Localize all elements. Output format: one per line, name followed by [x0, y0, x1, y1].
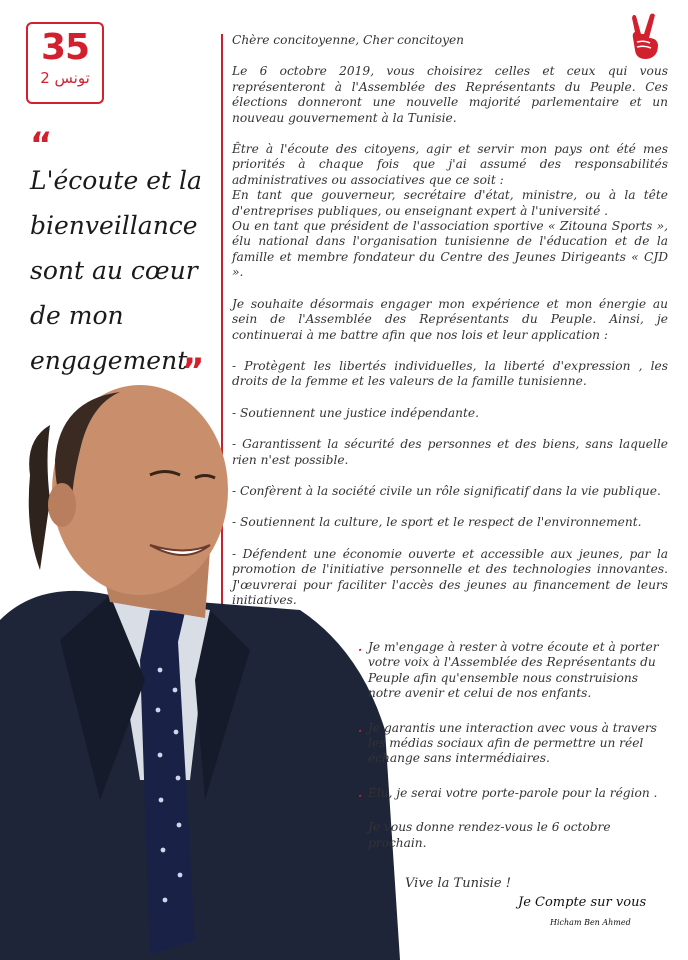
quote-line: sont au cœur	[30, 256, 198, 285]
engagement-item	[358, 785, 668, 801]
engagements	[358, 640, 668, 870]
bullet-dot-icon: .	[358, 720, 363, 735]
paragraph: Je souhaite désormais engager mon expérience et mon énergie au sein de l'Assemblée des Représentants du Peuple. Ainsi, je continuerai à me battre afin que nos lois et leur application :	[232, 296, 668, 342]
open-quote-icon: “	[30, 125, 53, 165]
signature: Je Compte sur vous	[518, 895, 647, 910]
candidate-portrait	[0, 380, 400, 960]
commitment-item: - Soutiennent une justice indépendante.	[232, 405, 479, 420]
bullet-dot-icon: .	[358, 640, 363, 654]
list-number: 35	[40, 27, 90, 68]
engagement-item	[358, 720, 668, 767]
commitment-item: - Défendent une économie ouverte et accessible aux jeunes, par la promotion de l'initiative personnelle et des technologies innovantes. J'œuvrerai pour faciliter l'accès des jeunes au financement de leurs initiatives.	[232, 546, 668, 607]
close-quote-icon: ”	[182, 351, 205, 391]
bullet-item: En tant que gouverneur, secrétaire d'état, ministre, ou à la tête d'entreprises publiques, ou enseignant expert à l'université .	[232, 188, 668, 218]
engagement-text: Élu, je serai votre porte-parole pour la région .	[368, 785, 658, 800]
signature-name: Hicham Ben Ahmed	[550, 918, 631, 927]
commitment-item: - Confèrent à la société civile un rôle significatif dans la vie publique.	[232, 483, 661, 498]
engagement-text: Je m'engage à rester à votre écoute et à porter votre voix à l'Assemblée des Représentants du Peuple afin qu'ensemble nous construisions notre avenir et celui de nos enfants.	[368, 640, 659, 701]
commitment-item: - Soutiennent la culture, le sport et le respect de l'environnement.	[232, 515, 642, 530]
quote-line: L'écoute et la	[30, 166, 202, 195]
paragraph: Être à l'écoute des citoyens, agir et servir mon pays ont été mes priorités à chaque fois que j'ai assumé des responsabilités administratives ou associatives que ce soit :	[232, 142, 668, 187]
quote-line: bienveillance	[30, 211, 198, 240]
commitment-item: - Protègent les libertés individuelles, la liberté d'expression , les droits de la femme et les valeurs de la famille tunisienne.	[232, 358, 668, 389]
bullet-dot-icon: .	[358, 785, 363, 800]
engagement-item	[358, 640, 668, 702]
quote-line: engagement	[30, 346, 188, 375]
closing-line: Vive la Tunisie !	[405, 876, 511, 891]
bullet-item: Ou en tant que président de l'association sportive « Zitouna Sports », élu national dans l'organisation tunisienne de l'éducation et de la famille et membre fondateur du Centre des Jeunes Dirigeants « CJD ».	[232, 219, 668, 280]
engagement-text: Je garantis une interaction avec vous à travers les médias sociaux afin de permettre un réel échange sans intermédiaires.	[368, 720, 657, 766]
campaign-quote	[30, 158, 220, 383]
paragraph: Le 6 octobre 2019, vous choisirez celles et ceux qui vous représenteront à l'Assemblée des Représentants du Peuple. Ces élections donneront une nouvelle majorité parlementaire et un nouveau gouvernement à la Tunisie.	[232, 64, 668, 125]
greeting: Chère concitoyenne, Cher concitoyen	[232, 33, 465, 47]
engagement-text: Je vous donne rendez-vous le 6 octobre prochain.	[368, 820, 611, 850]
list-district: تونس 2	[40, 69, 90, 87]
engagement-item	[368, 820, 668, 851]
commitment-item: - Garantissent la sécurité des personnes et des biens, sans laquelle rien n'est possible.	[232, 437, 668, 467]
list-number-badge	[26, 22, 104, 104]
quote-line: de mon	[30, 301, 124, 330]
